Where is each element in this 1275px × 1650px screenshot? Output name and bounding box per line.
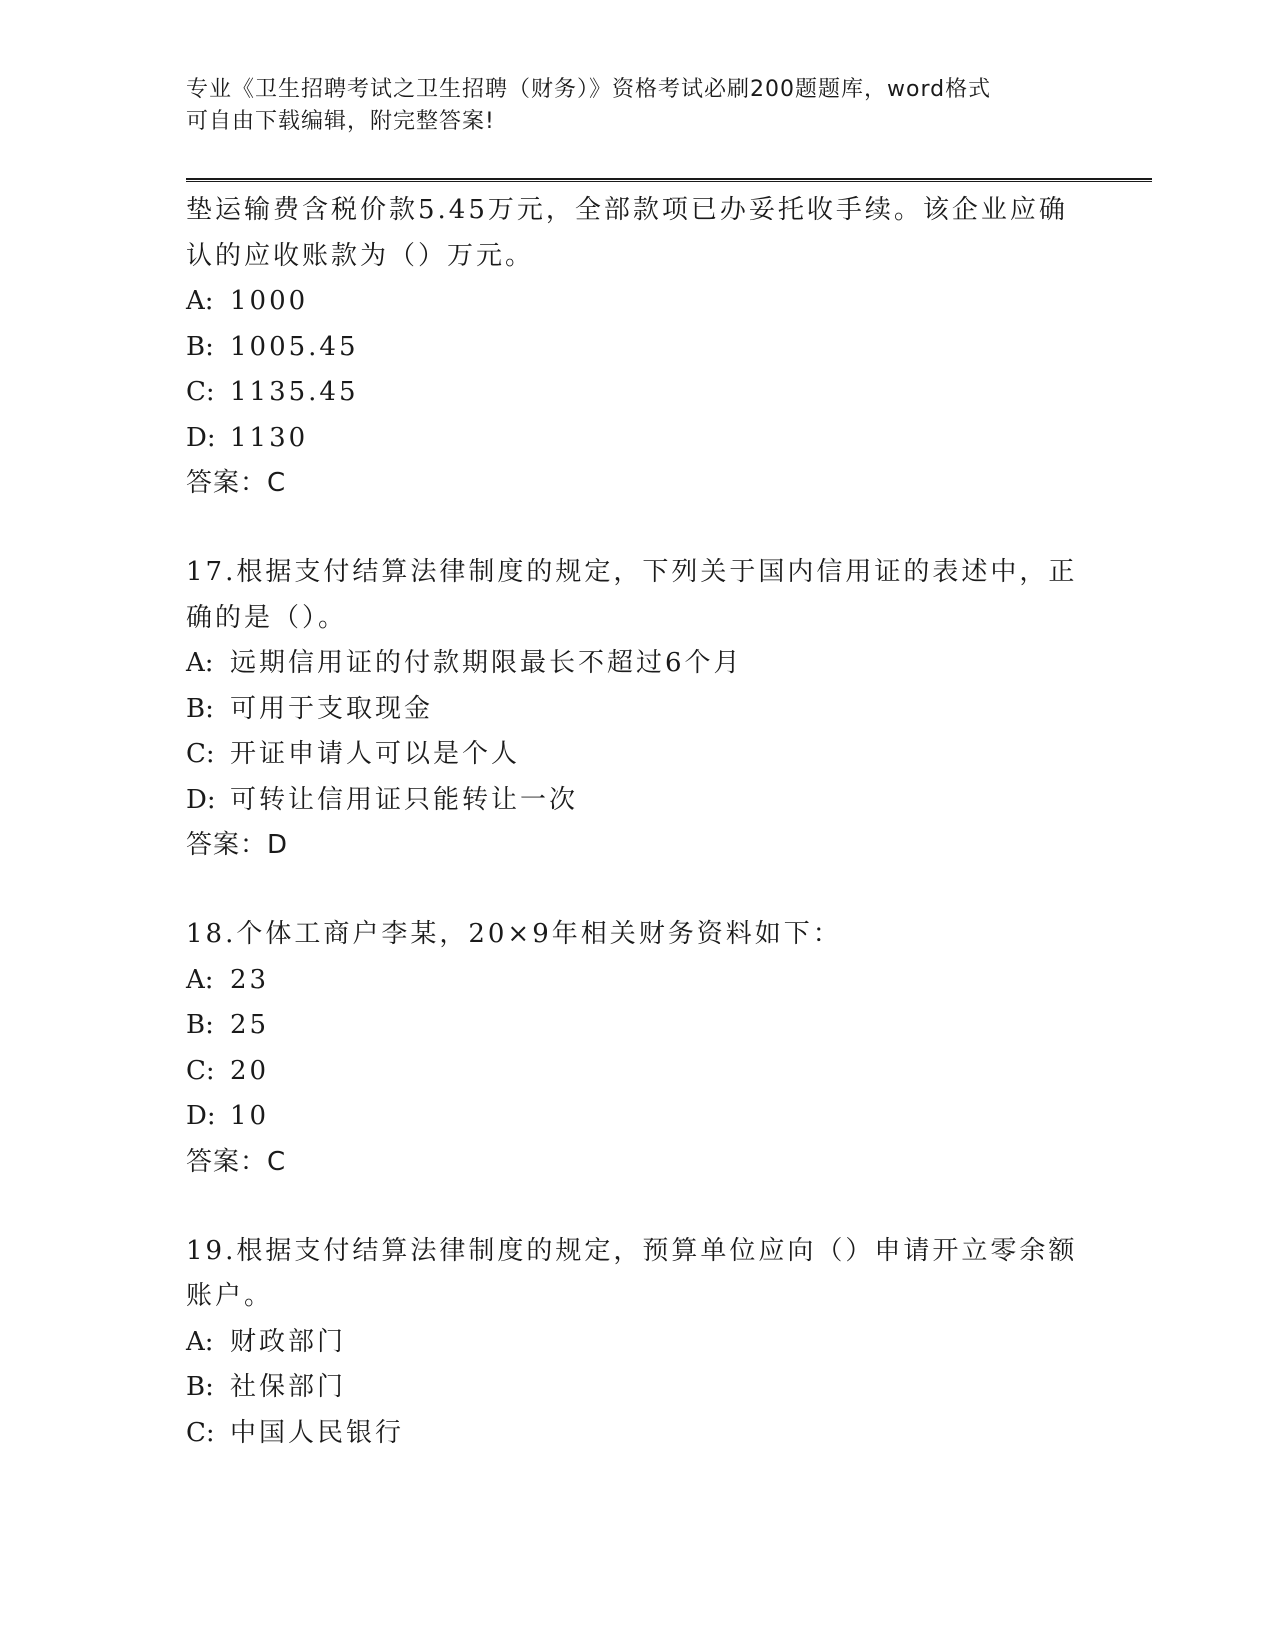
option-text: 财政部门 xyxy=(230,1326,347,1357)
page-header xyxy=(186,74,1066,138)
option-text: 可用于支取现金 xyxy=(230,693,434,724)
header-line-2: 可自由下载编辑，附完整答案! xyxy=(186,109,495,134)
option-b xyxy=(186,1003,1086,1049)
question-text-line: 17.根据支付结算法律制度的规定，下列关于国内信用证的表述中，正 xyxy=(186,557,1078,587)
option-text: 开证申请人可以是个人 xyxy=(230,739,521,769)
option-letter: C: xyxy=(186,1055,215,1086)
question-19 xyxy=(186,1229,1086,1457)
header-line-1: 专业《卫生招聘考试之卫生招聘（财务）》资格考试必刷200题题库，word格式 xyxy=(186,77,992,102)
option-text: 1005.45 xyxy=(230,331,359,362)
option-letter: B: xyxy=(186,1372,214,1402)
option-text: 23 xyxy=(230,964,270,995)
option-letter: A: xyxy=(186,964,214,995)
option-text: 10 xyxy=(230,1101,270,1131)
option-text: 远期信用证的付款期限最长不超过6个月 xyxy=(230,648,743,678)
question-text-line: 认的应收账款为（）万元。 xyxy=(186,240,535,271)
header-divider xyxy=(186,178,1152,182)
option-b xyxy=(186,325,1086,371)
option-text: 中国人民银行 xyxy=(230,1417,405,1448)
option-c xyxy=(186,1411,1086,1457)
option-b xyxy=(186,1365,1086,1411)
option-text: 25 xyxy=(230,1010,270,1040)
option-a xyxy=(186,279,1086,325)
option-c xyxy=(186,1049,1086,1095)
option-letter: A: xyxy=(186,1326,214,1357)
option-letter: D: xyxy=(186,422,216,453)
option-letter: B: xyxy=(186,331,214,362)
option-text: 1000 xyxy=(230,286,309,316)
question-text-line: 确的是（）。 xyxy=(186,602,348,633)
answer-line: 答案：D xyxy=(186,830,289,860)
option-text: 1130 xyxy=(230,422,309,453)
option-letter: C: xyxy=(186,1417,215,1448)
option-letter: A: xyxy=(186,286,214,316)
question-18 xyxy=(186,912,1086,1185)
option-b xyxy=(186,687,1086,733)
spacer xyxy=(186,1185,1086,1229)
option-text: 社保部门 xyxy=(230,1372,347,1402)
question-text-line: 账户。 xyxy=(186,1281,274,1311)
option-letter: D: xyxy=(186,1101,216,1131)
option-text: 可转让信用证只能转让一次 xyxy=(230,784,579,815)
question-17 xyxy=(186,550,1086,868)
option-a xyxy=(186,1320,1086,1366)
option-d xyxy=(186,416,1086,462)
option-a xyxy=(186,958,1086,1004)
option-letter: C: xyxy=(186,739,215,769)
answer-line: 答案：C xyxy=(186,468,287,498)
question-text-line: 18.个体工商户李某，20×9年相关财务资料如下： xyxy=(186,919,842,949)
option-text: 20 xyxy=(230,1055,270,1086)
spacer xyxy=(186,506,1086,550)
option-letter: D: xyxy=(186,784,216,815)
option-letter: A: xyxy=(186,648,214,678)
spacer xyxy=(186,868,1086,912)
option-letter: B: xyxy=(186,1010,214,1040)
option-c xyxy=(186,370,1086,416)
question-text-line: 垫运输费含税价款5.45万元，全部款项已办妥托收手续。该企业应确 xyxy=(186,195,1068,225)
option-d xyxy=(186,778,1086,824)
option-letter: B: xyxy=(186,693,214,724)
option-text: 1135.45 xyxy=(230,377,359,407)
option-letter: C: xyxy=(186,377,215,407)
question-continuation xyxy=(186,188,1086,506)
option-d xyxy=(186,1094,1086,1140)
document-body xyxy=(186,188,1086,1456)
question-text-line: 19.根据支付结算法律制度的规定，预算单位应向（）申请开立零余额 xyxy=(186,1235,1078,1266)
option-a xyxy=(186,641,1086,687)
answer-line: 答案：C xyxy=(186,1146,287,1177)
option-c xyxy=(186,732,1086,778)
